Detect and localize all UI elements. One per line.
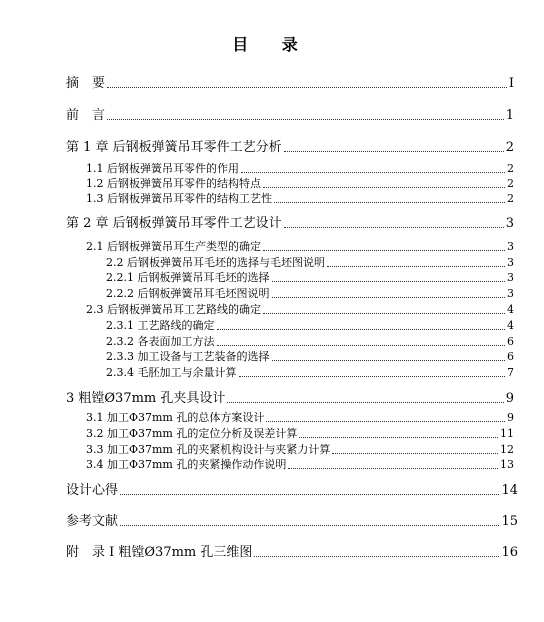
toc-entry (86, 456, 514, 472)
toc-entry-text: 第 2 章 后钢板弹簧吊耳零件工艺设计 (66, 216, 282, 231)
toc-leader (327, 258, 505, 267)
toc-entry-page: 6 (507, 350, 514, 363)
toc-entry-text: 参考文献 (66, 514, 119, 529)
toc-entry (86, 301, 514, 317)
toc-entry-page: 4 (507, 303, 514, 316)
toc-title: 目 录 (232, 35, 312, 54)
toc-entry (86, 409, 514, 425)
toc-leader (263, 305, 505, 314)
toc-leader (217, 337, 506, 346)
toc-entry-text: 2.3 后钢板弹簧吊耳工艺路线的确定 (86, 303, 261, 316)
toc-entry-page: I (508, 76, 514, 91)
toc-entry-text: 2.3.2 各表面加工方法 (106, 335, 215, 348)
toc-entry-text: 附 录 Ⅰ 粗镗Ø37mm 孔三维图 (66, 545, 253, 560)
toc-entry-page: 15 (501, 514, 518, 529)
toc-entry (66, 136, 514, 155)
toc-leader (107, 110, 504, 120)
toc-entry (66, 104, 514, 123)
toc-entry-page: 2 (507, 177, 514, 190)
toc-entry-page: 16 (501, 545, 518, 560)
toc-leader (107, 78, 507, 88)
toc-entry-text: 第 1 章 后钢板弹簧吊耳零件工艺分析 (66, 140, 282, 155)
toc-leader (217, 321, 506, 330)
toc-entry-text: 3.2 加工Φ37mm 孔的定位分析及误差计算 (86, 427, 298, 440)
toc-entry (106, 333, 514, 349)
toc-leader (120, 516, 499, 526)
toc-leader (284, 142, 504, 152)
toc-entry (66, 387, 514, 406)
toc-entry-page: 7 (507, 366, 514, 379)
toc-entry-page: 11 (500, 427, 514, 440)
toc-entry-page: 3 (507, 256, 514, 269)
toc-entry (106, 254, 514, 270)
toc-entry-text: 2.1 后钢板弹簧吊耳生产类型的确定 (86, 240, 261, 253)
toc-entry-page: 9 (507, 411, 514, 424)
toc-entry (106, 269, 514, 285)
toc-entry (86, 441, 514, 457)
toc-leader (272, 352, 506, 361)
toc-entry-text: 2.2.2 后钢板弹簧吊耳毛坯图说明 (106, 287, 270, 300)
toc-entry (66, 479, 518, 498)
toc-leader (254, 547, 499, 557)
toc-entry-page: 2 (507, 162, 514, 175)
toc-entry-page: 14 (501, 483, 518, 498)
toc-leader (227, 393, 503, 403)
toc-leader (284, 218, 504, 228)
toc-entry (86, 160, 514, 176)
toc-entry (106, 364, 514, 380)
toc-entry-page: 12 (500, 443, 514, 456)
toc-entry-text: 2.3.1 工艺路线的确定 (106, 319, 215, 332)
toc-leader (288, 460, 498, 469)
toc-entry-text: 3.1 加工Φ37mm 孔的总体方案设计 (86, 411, 265, 424)
toc-entry (66, 212, 514, 231)
toc-leader (332, 445, 498, 454)
toc-entry-text: 1.3 后钢板弹簧吊耳零件的结构工艺性 (86, 192, 272, 205)
toc-leader (272, 273, 506, 282)
toc-entry-text: 前 言 (66, 108, 106, 123)
toc-entry-page: 2 (507, 192, 514, 205)
toc-entry-page: 2 (505, 140, 514, 155)
toc-leader (299, 429, 498, 438)
toc-entry-page: 3 (507, 240, 514, 253)
toc-entry (106, 348, 514, 364)
toc-entry (86, 175, 514, 191)
toc-entry-page: 9 (505, 391, 514, 406)
toc-entry-page: 13 (500, 458, 514, 471)
toc-entry (66, 541, 518, 560)
toc-entry (66, 510, 518, 529)
toc-leader (272, 289, 506, 298)
toc-entry-page: 4 (507, 319, 514, 332)
toc-entry (86, 238, 514, 254)
toc-leader (263, 179, 505, 188)
toc-entry (86, 425, 514, 441)
toc-entry (106, 285, 514, 301)
toc-entry-text: 2.2 后钢板弹簧吊耳毛坯的选择与毛坯图说明 (106, 256, 325, 269)
toc-leader (120, 485, 499, 495)
toc-entry (106, 317, 514, 333)
toc-entry-text: 3.4 加工Φ37mm 孔的夹紧操作动作说明 (86, 458, 287, 471)
toc-entry (86, 190, 514, 206)
toc-leader (266, 413, 505, 422)
toc-entry-text: 摘 要 (66, 76, 106, 91)
toc-entry-text: 设计心得 (66, 483, 119, 498)
toc-entry-page: 3 (505, 216, 514, 231)
toc-entry-text: 1.2 后钢板弹簧吊耳零件的结构特点 (86, 177, 261, 190)
toc-entry-text: 2.2.1 后钢板弹簧吊耳毛坯的选择 (106, 271, 270, 284)
toc-leader (239, 368, 506, 377)
toc-entry-page: 3 (507, 271, 514, 284)
toc-entry-text: 3.3 加工Φ37mm 孔的夹紧机构设计与夹紧力计算 (86, 443, 331, 456)
toc-entry-text: 2.3.4 毛胚加工与余量计算 (106, 366, 237, 379)
toc-leader (274, 194, 505, 203)
toc-leader (241, 164, 505, 173)
toc-entry-page: 1 (505, 108, 514, 123)
toc-entry-page: 6 (507, 335, 514, 348)
toc-leader (263, 242, 505, 251)
toc-entry-text: 1.1 后钢板弹簧吊耳零件的作用 (86, 162, 239, 175)
toc-entry-text: 3 粗镗Ø37mm 孔夹具设计 (66, 391, 226, 406)
toc-entry-page: 3 (507, 287, 514, 300)
toc-entry-text: 2.3.3 加工设备与工艺装备的选择 (106, 350, 270, 363)
toc-entry (66, 72, 514, 91)
